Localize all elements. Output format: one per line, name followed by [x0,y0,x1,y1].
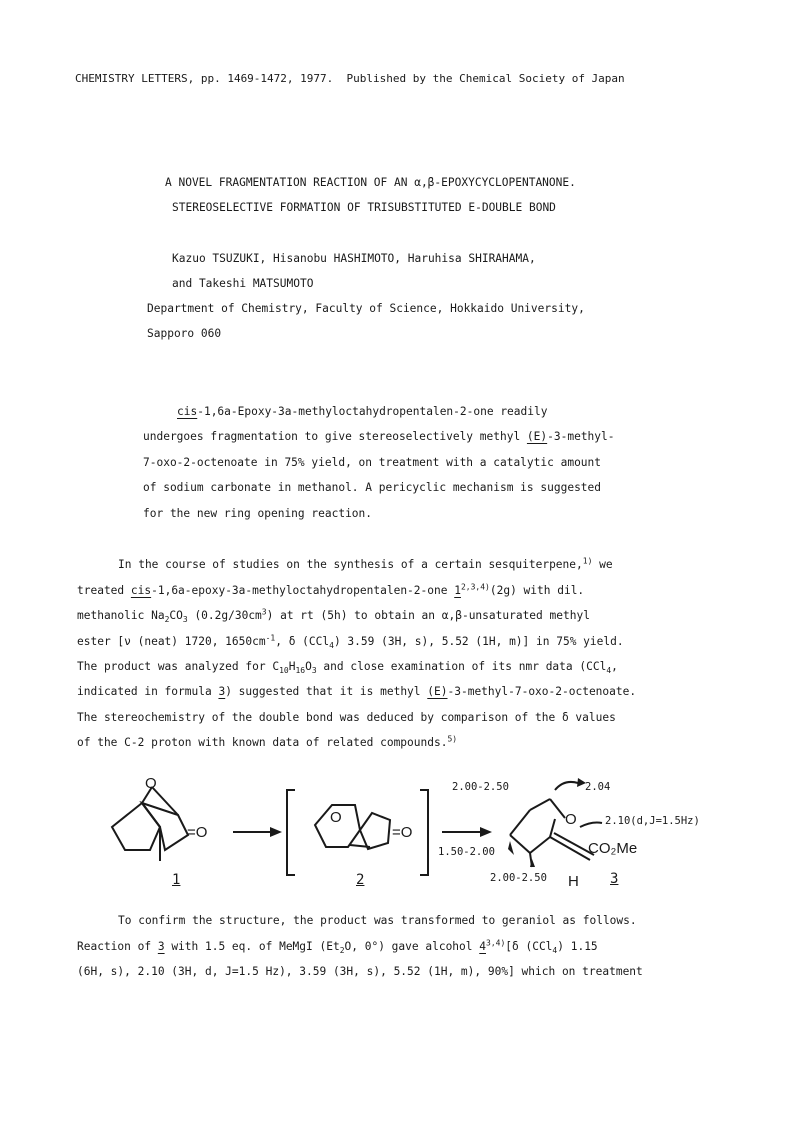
authors-line-2: and Takeshi MATSUMOTO [172,277,314,290]
compound-3-label: 3 [610,871,619,887]
abstract-line-5: for the new ring opening reaction. [143,507,373,520]
abstract-line-3: 7-oxo-2-octenoate in 75% yield, on treatment with a catalytic amount [143,456,602,469]
compound-3-ester: CO₂Me [588,840,638,857]
shift-label-e: 2.00-2.50 [490,872,547,884]
body1-line-8: of the C-2 proton with known data of related compounds.$^{5)}$ [77,734,458,749]
affiliation-line-1: Department of Chemistry, Faculty of Science, Hokkaido University, [147,302,585,315]
body2-line-2: Reaction of 3 with 1.5 eq. of MeMgI ($Et_2O$, 0°) gave alcohol 4$^{3,4)}$[δ (CCl$_4$) 1.15 [77,938,598,956]
compound-1-label: 1 [172,872,181,888]
affiliation-line-2: Sapporo 060 [147,327,222,340]
body1-line-5: The product was analyzed for $C_{10}H_{16}O_3$ and close examination of its nmr data (CCl$_4$, [77,660,618,676]
body2-line-1: To confirm the structure, the product was transformed to geraniol as follows. [118,914,637,927]
compound-3-ketone-o: O [565,811,577,828]
compound-1-epoxide-o: O [145,775,157,792]
body1-line-1: In the course of studies on the synthesis of a certain sesquiterpene,$^{1)}$ we [118,556,613,571]
journal-header: CHEMISTRY LETTERS, pp. 1469-1472, 1977. Published by the Chemical Society of Japan [75,72,625,85]
arrowhead-1 [270,827,282,837]
compound-1-left-ring [112,803,160,850]
body1-line-6: indicated in formula 3) suggested that it is methyl (E)-3-methyl-7-oxo-2-octenoate. [77,685,637,698]
compound-1-right-ring [142,803,188,850]
body1-line-4: ester [ν (neat) 1720, $1650cm^{-1}$, δ (CCl$_4$) 3.59 (3H, s), 5.52 (1H, m)] in 75% yield. [77,633,624,651]
compound-2-label: 2 [356,872,365,888]
title-line-1: A NOVEL FRAGMENTATION REACTION OF AN α,β-EPOXYCYCLOPENTANONE. [165,176,576,189]
body1-line-2: treated cis-1,6a-epoxy-3a-methyloctahydropentalen-2-one 1$^{2,3,4)}$(2g) with dil. [77,582,585,597]
compound-3-hydrogen: H [568,873,579,890]
abstract-line-4: of sodium carbonate in methanol. A pericyclic mechanism is suggested [143,481,602,494]
body1-line-3: methanolic $Na_2CO_3$ $(0.2g/30cm^3)$ at rt (5h) to obtain an α,β-unsaturated methyl [77,607,590,625]
body1-line-7: The stereochemistry of the double bond was deduced by comparison of the δ values [77,711,616,724]
shift-label-a: 2.00-2.50 [452,781,509,793]
abstract-line-1: cis-1,6a-Epoxy-3a-methyloctahydropentalen-2-one readily [177,405,548,418]
compound-2-oxygen: O [330,809,342,826]
shift-label-b: 2.04 [585,781,611,793]
shift-label-c: 2.10(d,J=1.5Hz) [605,815,700,827]
arrowhead-2 [480,827,492,837]
shift-label-d: 1.50-2.00 [438,846,495,858]
abstract-line-2: undergoes fragmentation to give stereoselectively methyl (E)-3-methyl- [143,430,615,443]
body2-line-3: (6H, s), 2.10 (3H, d, J=1.5 Hz), 3.59 (3H, s), 5.52 (1H, m), 90%] which on treatment [77,965,643,978]
compound-1-ketone: =O [187,824,208,841]
compound-2-ketone: =O [392,824,413,841]
reaction-scheme [90,775,730,895]
authors-line-1: Kazuo TSUZUKI, Hisanobu HASHIMOTO, Haruhisa SHIRAHAMA, [172,252,536,265]
title-line-2: STEREOSELECTIVE FORMATION OF TRISUBSTITUTED E-DOUBLE BOND [172,201,556,214]
